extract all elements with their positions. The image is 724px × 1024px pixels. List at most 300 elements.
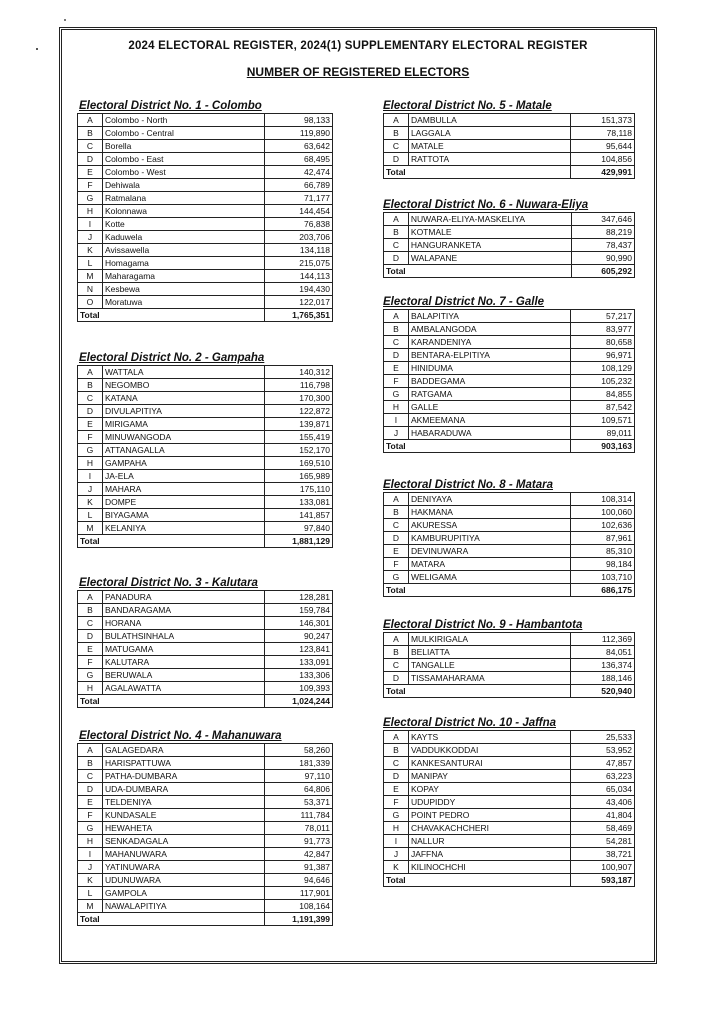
district-block-10 bbox=[383, 717, 635, 887]
elector-count: 54,281 bbox=[571, 835, 635, 848]
electors-table bbox=[383, 730, 635, 887]
elector-count: 170,300 bbox=[264, 392, 332, 405]
district-block-4 bbox=[77, 730, 333, 926]
division-code: D bbox=[78, 405, 103, 418]
elector-count: 133,306 bbox=[264, 669, 332, 682]
division-code: I bbox=[78, 848, 103, 861]
division-code: H bbox=[78, 457, 103, 470]
division-name: Colombo - North bbox=[102, 114, 264, 127]
total-value: 429,991 bbox=[570, 166, 634, 179]
table-row bbox=[384, 362, 635, 375]
elector-count: 159,784 bbox=[264, 604, 332, 617]
district-title: Electoral District No. 8 - Matara bbox=[383, 479, 553, 491]
table-row bbox=[384, 226, 635, 239]
table-row bbox=[78, 444, 333, 457]
division-code: F bbox=[78, 179, 103, 192]
division-code: E bbox=[78, 418, 103, 431]
total-spacer bbox=[102, 535, 264, 548]
division-code: J bbox=[78, 861, 103, 874]
division-name: Moratuwa bbox=[102, 296, 264, 309]
division-name: BANDARAGAMA bbox=[102, 604, 264, 617]
division-code: L bbox=[78, 257, 103, 270]
elector-count: 122,872 bbox=[264, 405, 332, 418]
division-code: C bbox=[384, 519, 409, 532]
table-row bbox=[78, 643, 333, 656]
division-name: KAYTS bbox=[408, 731, 570, 744]
division-code: B bbox=[78, 127, 103, 140]
district-title: Electoral District No. 9 - Hambantota bbox=[383, 619, 583, 631]
division-name: MATALE bbox=[408, 140, 570, 153]
division-name: AKURESSA bbox=[408, 519, 570, 532]
division-code: J bbox=[384, 427, 409, 440]
table-row bbox=[78, 617, 333, 630]
division-code: K bbox=[78, 244, 103, 257]
total-value: 605,292 bbox=[572, 265, 635, 278]
total-label: Total bbox=[78, 695, 103, 708]
table-row bbox=[384, 349, 635, 362]
total-label: Total bbox=[78, 309, 103, 322]
division-code: M bbox=[78, 270, 103, 283]
elector-count: 53,952 bbox=[571, 744, 635, 757]
division-name: AKMEEMANA bbox=[408, 414, 570, 427]
table-row bbox=[384, 809, 635, 822]
division-code: D bbox=[78, 153, 103, 166]
division-name: GALLE bbox=[408, 401, 570, 414]
division-name: Dehiwala bbox=[102, 179, 264, 192]
table-row bbox=[78, 861, 333, 874]
elector-count: 109,571 bbox=[571, 414, 635, 427]
division-name: WALAPANE bbox=[408, 252, 571, 265]
table-row bbox=[384, 519, 635, 532]
elector-count: 215,075 bbox=[264, 257, 332, 270]
division-name: Borella bbox=[102, 140, 264, 153]
division-name: CHAVAKACHCHERI bbox=[408, 822, 570, 835]
division-code: G bbox=[78, 192, 103, 205]
division-code: G bbox=[78, 822, 103, 835]
table-row bbox=[384, 323, 635, 336]
division-name: BELIATTA bbox=[408, 646, 570, 659]
table-row bbox=[384, 252, 635, 265]
division-code: E bbox=[78, 166, 103, 179]
division-code: D bbox=[384, 349, 409, 362]
elector-count: 63,223 bbox=[571, 770, 635, 783]
table-row bbox=[384, 796, 635, 809]
division-code: D bbox=[384, 672, 409, 685]
division-name: AGALAWATTA bbox=[102, 682, 264, 695]
total-label: Total bbox=[78, 535, 103, 548]
table-row bbox=[384, 414, 635, 427]
division-name: DENIYAYA bbox=[408, 493, 570, 506]
table-row bbox=[78, 127, 333, 140]
table-row bbox=[384, 835, 635, 848]
elector-count: 58,469 bbox=[571, 822, 635, 835]
division-code: A bbox=[384, 114, 409, 127]
division-name: UDUPIDDY bbox=[408, 796, 570, 809]
table-row bbox=[78, 296, 333, 309]
division-code: A bbox=[384, 310, 409, 323]
elector-count: 111,784 bbox=[264, 809, 332, 822]
table-row bbox=[78, 770, 333, 783]
elector-count: 84,051 bbox=[571, 646, 635, 659]
elector-count: 89,011 bbox=[571, 427, 635, 440]
division-name: DEVINUWARA bbox=[408, 545, 570, 558]
elector-count: 91,387 bbox=[264, 861, 332, 874]
district-block-9 bbox=[383, 619, 635, 698]
electors-table bbox=[383, 212, 635, 278]
total-label: Total bbox=[384, 166, 409, 179]
table-row bbox=[384, 783, 635, 796]
elector-count: 136,374 bbox=[571, 659, 635, 672]
total-row bbox=[384, 440, 635, 453]
division-code: A bbox=[78, 591, 103, 604]
table-row bbox=[384, 140, 635, 153]
division-name: GAMPAHA bbox=[102, 457, 264, 470]
division-code: O bbox=[78, 296, 103, 309]
table-row bbox=[78, 509, 333, 522]
division-name: KANKESANTURAI bbox=[408, 757, 570, 770]
elector-count: 78,118 bbox=[570, 127, 634, 140]
division-code: E bbox=[384, 545, 409, 558]
elector-count: 188,146 bbox=[571, 672, 635, 685]
elector-count: 144,454 bbox=[264, 205, 332, 218]
division-name: HEWAHETA bbox=[102, 822, 264, 835]
division-code: G bbox=[384, 388, 409, 401]
division-name: TELDENIYA bbox=[102, 796, 264, 809]
table-row bbox=[78, 431, 333, 444]
elector-count: 108,164 bbox=[264, 900, 332, 913]
division-code: B bbox=[384, 127, 409, 140]
division-name: ATTANAGALLA bbox=[102, 444, 264, 457]
division-name: Kaduwela bbox=[102, 231, 264, 244]
division-name: WELIGAMA bbox=[408, 571, 570, 584]
elector-count: 71,177 bbox=[264, 192, 332, 205]
total-spacer bbox=[408, 265, 571, 278]
division-name: HANGURANKETA bbox=[408, 239, 571, 252]
division-code: E bbox=[384, 362, 409, 375]
division-code: A bbox=[384, 633, 409, 646]
table-row bbox=[78, 744, 333, 757]
table-row bbox=[384, 571, 635, 584]
table-row bbox=[384, 213, 635, 226]
total-row bbox=[384, 166, 635, 179]
elector-count: 116,798 bbox=[264, 379, 332, 392]
division-name: JA-ELA bbox=[102, 470, 264, 483]
elector-count: 63,642 bbox=[264, 140, 332, 153]
district-title: Electoral District No. 7 - Galle bbox=[383, 296, 545, 308]
elector-count: 109,393 bbox=[264, 682, 332, 695]
division-code: E bbox=[78, 796, 103, 809]
elector-count: 117,901 bbox=[264, 887, 332, 900]
electors-table bbox=[383, 113, 635, 179]
table-row bbox=[384, 770, 635, 783]
total-label: Total bbox=[384, 584, 409, 597]
elector-count: 84,855 bbox=[571, 388, 635, 401]
division-code: D bbox=[384, 532, 409, 545]
total-value: 686,175 bbox=[570, 584, 634, 597]
elector-count: 128,281 bbox=[264, 591, 332, 604]
division-name: NUWARA-ELIYA-MASKELIYA bbox=[408, 213, 571, 226]
elector-count: 97,110 bbox=[264, 770, 332, 783]
division-code: C bbox=[78, 770, 103, 783]
total-spacer bbox=[102, 309, 264, 322]
division-name: KILINOCHCHI bbox=[408, 861, 570, 874]
division-code: J bbox=[78, 483, 103, 496]
division-name: TANGALLE bbox=[408, 659, 570, 672]
division-code: G bbox=[78, 669, 103, 682]
division-name: Maharagama bbox=[102, 270, 264, 283]
division-name: BENTARA-ELPITIYA bbox=[408, 349, 570, 362]
table-row bbox=[384, 336, 635, 349]
division-code: C bbox=[78, 392, 103, 405]
table-row bbox=[78, 218, 333, 231]
division-code: A bbox=[78, 366, 103, 379]
elector-count: 151,373 bbox=[570, 114, 634, 127]
total-spacer bbox=[408, 166, 570, 179]
division-name: MULKIRIGALA bbox=[408, 633, 570, 646]
division-name: GALAGEDARA bbox=[102, 744, 264, 757]
elector-count: 169,510 bbox=[264, 457, 332, 470]
division-name: SENKADAGALA bbox=[102, 835, 264, 848]
division-code: F bbox=[384, 375, 409, 388]
division-code: K bbox=[78, 496, 103, 509]
division-name: HAKMANA bbox=[408, 506, 570, 519]
elector-count: 123,841 bbox=[264, 643, 332, 656]
division-name: MINUWANGODA bbox=[102, 431, 264, 444]
elector-count: 133,091 bbox=[264, 656, 332, 669]
elector-count: 134,118 bbox=[264, 244, 332, 257]
total-row bbox=[78, 535, 333, 548]
division-name: TISSAMAHARAMA bbox=[408, 672, 570, 685]
table-row bbox=[384, 545, 635, 558]
total-row bbox=[78, 309, 333, 322]
district-title: Electoral District No. 5 - Matale bbox=[383, 100, 552, 112]
division-name: Ratmalana bbox=[102, 192, 264, 205]
table-row bbox=[78, 283, 333, 296]
division-code: C bbox=[384, 757, 409, 770]
division-name: VADDUKKODDAI bbox=[408, 744, 570, 757]
division-code: E bbox=[384, 783, 409, 796]
division-code: C bbox=[384, 336, 409, 349]
elector-count: 194,430 bbox=[264, 283, 332, 296]
district-title: Electoral District No. 4 - Mahanuwara bbox=[79, 730, 282, 742]
division-code: D bbox=[78, 783, 103, 796]
elector-count: 38,721 bbox=[571, 848, 635, 861]
total-row bbox=[384, 685, 635, 698]
district-title: Electoral District No. 3 - Kalutara bbox=[79, 577, 258, 589]
division-name: NEGOMBO bbox=[102, 379, 264, 392]
table-row bbox=[78, 630, 333, 643]
elector-count: 141,857 bbox=[264, 509, 332, 522]
elector-count: 146,301 bbox=[264, 617, 332, 630]
table-row bbox=[384, 659, 635, 672]
division-name: RATGAMA bbox=[408, 388, 570, 401]
table-row bbox=[384, 861, 635, 874]
elector-count: 165,989 bbox=[264, 470, 332, 483]
total-spacer bbox=[408, 874, 570, 887]
elector-count: 64,806 bbox=[264, 783, 332, 796]
elector-count: 122,017 bbox=[264, 296, 332, 309]
division-code: B bbox=[384, 646, 409, 659]
division-name: MAHARA bbox=[102, 483, 264, 496]
division-code: H bbox=[384, 822, 409, 835]
electors-table bbox=[77, 365, 333, 548]
table-row bbox=[78, 244, 333, 257]
elector-count: 42,474 bbox=[264, 166, 332, 179]
division-code: E bbox=[78, 643, 103, 656]
table-row bbox=[78, 270, 333, 283]
district-block-2 bbox=[77, 352, 333, 548]
elector-count: 102,636 bbox=[570, 519, 634, 532]
elector-count: 76,838 bbox=[264, 218, 332, 231]
division-name: AMBALANGODA bbox=[408, 323, 570, 336]
table-row bbox=[384, 532, 635, 545]
table-row bbox=[78, 496, 333, 509]
division-code: L bbox=[78, 887, 103, 900]
table-row bbox=[78, 887, 333, 900]
table-row bbox=[78, 591, 333, 604]
table-row bbox=[384, 239, 635, 252]
division-name: BERUWALA bbox=[102, 669, 264, 682]
division-code: J bbox=[78, 231, 103, 244]
division-code: B bbox=[384, 744, 409, 757]
division-name: PANADURA bbox=[102, 591, 264, 604]
division-name: NALLUR bbox=[408, 835, 570, 848]
division-code: F bbox=[384, 796, 409, 809]
elector-count: 88,219 bbox=[572, 226, 635, 239]
division-name: BULATHSINHALA bbox=[102, 630, 264, 643]
total-label: Total bbox=[384, 685, 409, 698]
division-code: B bbox=[384, 226, 409, 239]
district-block-5 bbox=[383, 100, 635, 179]
table-row bbox=[78, 900, 333, 913]
total-spacer bbox=[408, 685, 570, 698]
division-code: B bbox=[384, 323, 409, 336]
elector-count: 347,646 bbox=[572, 213, 635, 226]
division-name: Kotte bbox=[102, 218, 264, 231]
elector-count: 85,310 bbox=[570, 545, 634, 558]
table-row bbox=[78, 809, 333, 822]
total-value: 1,765,351 bbox=[264, 309, 332, 322]
table-row bbox=[384, 127, 635, 140]
table-row bbox=[78, 470, 333, 483]
division-name: Avissawella bbox=[102, 244, 264, 257]
table-row bbox=[78, 522, 333, 535]
table-row bbox=[384, 558, 635, 571]
table-row bbox=[384, 822, 635, 835]
division-name: KOTMALE bbox=[408, 226, 571, 239]
elector-count: 203,706 bbox=[264, 231, 332, 244]
district-title: Electoral District No. 6 - Nuwara-Eliya bbox=[383, 199, 589, 211]
table-row bbox=[78, 848, 333, 861]
table-row bbox=[78, 166, 333, 179]
district-block-8 bbox=[383, 479, 635, 597]
division-code: D bbox=[384, 252, 409, 265]
division-name: Colombo - West bbox=[102, 166, 264, 179]
total-spacer bbox=[408, 584, 570, 597]
division-name: BIYAGAMA bbox=[102, 509, 264, 522]
division-name: MATARA bbox=[408, 558, 570, 571]
district-title: Electoral District No. 2 - Gampaha bbox=[79, 352, 265, 364]
table-row bbox=[78, 114, 333, 127]
total-label: Total bbox=[384, 440, 409, 453]
division-code: I bbox=[78, 470, 103, 483]
elector-count: 43,406 bbox=[571, 796, 635, 809]
division-code: A bbox=[384, 731, 409, 744]
division-code: A bbox=[78, 114, 103, 127]
division-code: A bbox=[78, 744, 103, 757]
elector-count: 104,856 bbox=[570, 153, 634, 166]
electors-table bbox=[383, 492, 635, 597]
elector-count: 152,170 bbox=[264, 444, 332, 457]
district-title: Electoral District No. 1 - Colombo bbox=[79, 100, 262, 112]
total-spacer bbox=[408, 440, 570, 453]
elector-count: 108,314 bbox=[570, 493, 634, 506]
table-row bbox=[384, 388, 635, 401]
district-block-7 bbox=[383, 296, 635, 453]
table-row bbox=[384, 506, 635, 519]
elector-count: 66,789 bbox=[264, 179, 332, 192]
elector-count: 47,857 bbox=[571, 757, 635, 770]
division-name: MANIPAY bbox=[408, 770, 570, 783]
total-row bbox=[384, 874, 635, 887]
table-row bbox=[78, 405, 333, 418]
elector-count: 94,646 bbox=[264, 874, 332, 887]
elector-count: 100,060 bbox=[570, 506, 634, 519]
division-code: K bbox=[384, 861, 409, 874]
table-row bbox=[78, 179, 333, 192]
elector-count: 155,419 bbox=[264, 431, 332, 444]
elector-count: 42,847 bbox=[264, 848, 332, 861]
division-code: D bbox=[384, 770, 409, 783]
document-subtitle: NUMBER OF REGISTERED ELECTORS bbox=[246, 65, 470, 79]
total-value: 520,940 bbox=[571, 685, 635, 698]
division-name: KELANIYA bbox=[102, 522, 264, 535]
elector-count: 83,977 bbox=[571, 323, 635, 336]
elector-count: 97,840 bbox=[264, 522, 332, 535]
elector-count: 91,773 bbox=[264, 835, 332, 848]
elector-count: 41,804 bbox=[571, 809, 635, 822]
division-code: A bbox=[384, 213, 409, 226]
table-row bbox=[384, 672, 635, 685]
table-row bbox=[78, 366, 333, 379]
elector-count: 95,644 bbox=[570, 140, 634, 153]
elector-count: 181,339 bbox=[264, 757, 332, 770]
division-name: YATINUWARA bbox=[102, 861, 264, 874]
elector-count: 133,081 bbox=[264, 496, 332, 509]
division-code: H bbox=[78, 835, 103, 848]
total-label: Total bbox=[384, 874, 409, 887]
total-spacer bbox=[102, 695, 264, 708]
district-block-3 bbox=[77, 577, 333, 708]
division-code: B bbox=[384, 506, 409, 519]
division-name: Kolonnawa bbox=[102, 205, 264, 218]
electors-table bbox=[383, 632, 635, 698]
division-code: L bbox=[78, 509, 103, 522]
table-row bbox=[384, 646, 635, 659]
division-name: DOMPE bbox=[102, 496, 264, 509]
table-row bbox=[384, 744, 635, 757]
elector-count: 98,133 bbox=[264, 114, 332, 127]
division-name: HARISPATTUWA bbox=[102, 757, 264, 770]
total-value: 1,881,129 bbox=[264, 535, 332, 548]
total-row bbox=[78, 695, 333, 708]
division-name: PATHA-DUMBARA bbox=[102, 770, 264, 783]
division-code: F bbox=[78, 809, 103, 822]
table-row bbox=[78, 483, 333, 496]
division-name: KOPAY bbox=[408, 783, 570, 796]
division-code: H bbox=[78, 205, 103, 218]
division-code: I bbox=[384, 414, 409, 427]
